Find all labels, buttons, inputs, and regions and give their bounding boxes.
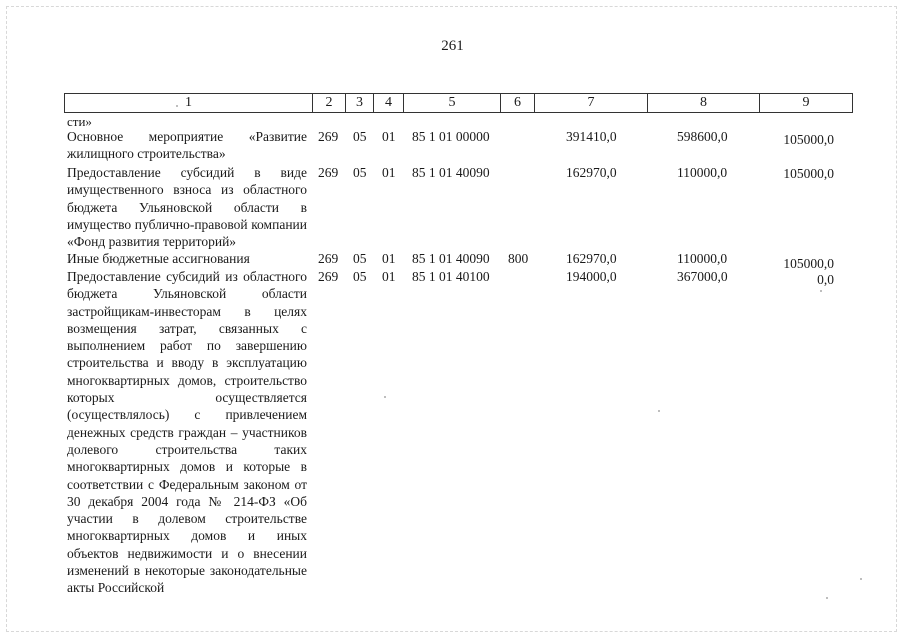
cell-col-5: 85 1 01 00000 xyxy=(412,129,490,144)
cell-col-8: 367000,0 xyxy=(677,269,728,284)
cell-col-2: 269 xyxy=(318,165,339,180)
cell-col-5: 85 1 01 40090 xyxy=(412,251,490,266)
header-col-9: 9 xyxy=(760,94,853,113)
scan-speck xyxy=(658,410,660,412)
cell-col-3: 05 xyxy=(353,251,367,266)
header-col-2: 2 xyxy=(313,94,346,113)
header-col-5: 5 xyxy=(404,94,501,113)
scan-speck xyxy=(826,597,828,599)
scan-speck xyxy=(176,105,178,107)
row-description: Предоставление субсидий из областного бюджета Ульяновской области застройщикам-инвесторам в целях возмещения затрат, связанных с выполнением работ по завершению строительства и вводу в эксплуатацию многоквартирных домов, строительство которых осуществляется (осуществлялось) с привлечением денежных средств граждан – участников долевого строительства таких многоквартирных домов и которые в соответствии с Федеральным законом от 30 декабря 2004 года № 214-ФЗ «Об участии в долевом строительстве многоквартирных домов и иных объектов недвижимости и о внесении изменений в некоторые законодательные акты Российской xyxy=(67,269,307,596)
header-col-1: 1 xyxy=(65,94,313,113)
cell-col-3: 05 xyxy=(353,269,367,284)
continuation-text: сти» xyxy=(67,114,92,129)
header-col-7: 7 xyxy=(535,94,648,113)
cell-col-9: 105000,0 xyxy=(783,132,834,147)
column-header-table xyxy=(64,93,853,113)
row-description: Предоставление субсидий в виде имущественного взноса из областного бюджета Ульяновской области в имущество публично-правовой компании «Фонд развития территорий» xyxy=(67,165,307,250)
row-description: Иные бюджетные ассигнования xyxy=(67,251,250,266)
cell-col-9: 105000,0 xyxy=(783,166,834,181)
cell-col-2: 269 xyxy=(318,269,339,284)
cell-col-4: 01 xyxy=(382,251,396,266)
scan-speck xyxy=(860,578,862,580)
cell-col-5: 85 1 01 40100 xyxy=(412,269,490,284)
header-col-8: 8 xyxy=(648,94,760,113)
cell-col-4: 01 xyxy=(382,165,396,180)
cell-col-8: 598600,0 xyxy=(677,129,728,144)
cell-col-7: 391410,0 xyxy=(566,129,617,144)
cell-col-7: 162970,0 xyxy=(566,165,617,180)
cell-col-7: 194000,0 xyxy=(566,269,617,284)
cell-col-2: 269 xyxy=(318,251,339,266)
cell-col-3: 05 xyxy=(353,165,367,180)
cell-col-8: 110000,0 xyxy=(677,251,728,266)
cell-col-6: 800 xyxy=(508,251,529,266)
cell-col-9: 0,0 xyxy=(817,272,834,287)
scan-speck xyxy=(820,290,822,292)
row-description: Основное мероприятие «Развитие жилищного строительства» xyxy=(67,129,307,162)
cell-col-2: 269 xyxy=(318,129,339,144)
cell-col-7: 162970,0 xyxy=(566,251,617,266)
cell-col-3: 05 xyxy=(353,129,367,144)
header-col-3: 3 xyxy=(346,94,374,113)
cell-col-8: 110000,0 xyxy=(677,165,728,180)
cell-col-5: 85 1 01 40090 xyxy=(412,165,490,180)
header-col-6: 6 xyxy=(501,94,535,113)
cell-col-9: 105000,0 xyxy=(783,256,834,271)
cell-col-4: 01 xyxy=(382,129,396,144)
cell-col-4: 01 xyxy=(382,269,396,284)
header-col-4: 4 xyxy=(374,94,404,113)
page-number: 261 xyxy=(441,38,464,54)
scan-speck xyxy=(384,396,386,398)
